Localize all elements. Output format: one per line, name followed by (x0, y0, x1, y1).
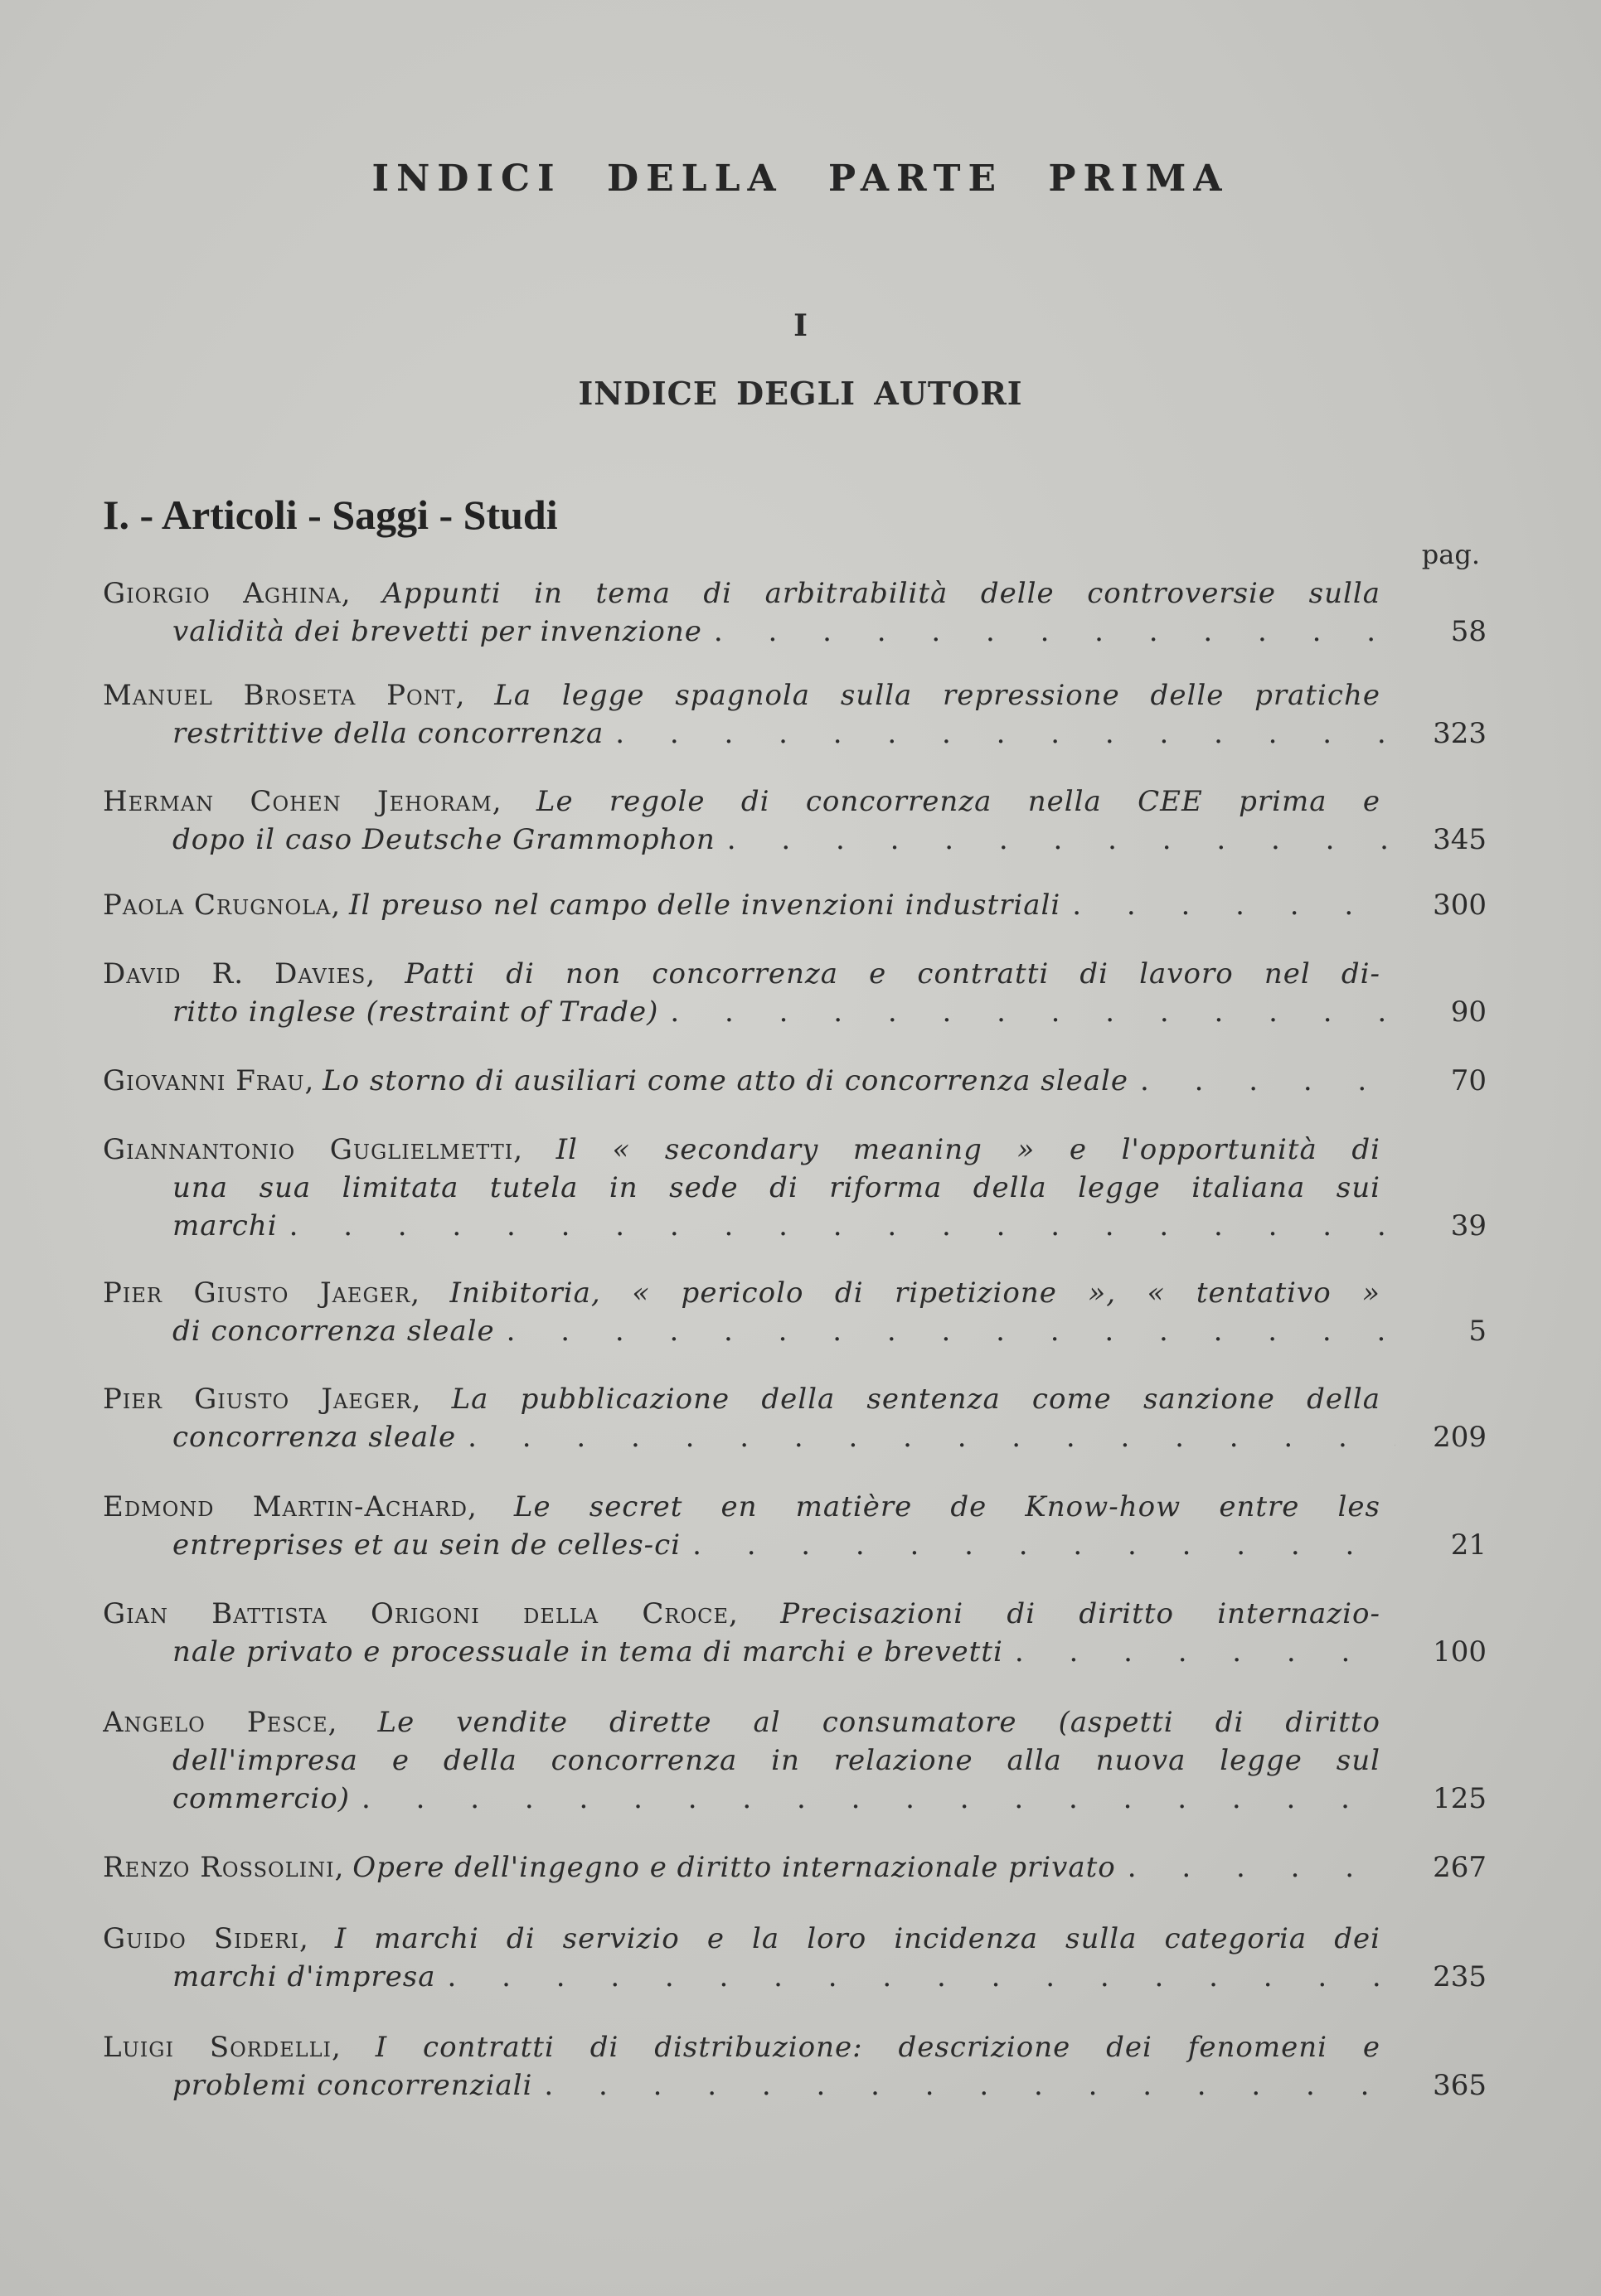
index-entry (103, 676, 1487, 753)
entry-author: Giovanni Frau (103, 1064, 305, 1097)
entry-page-number: 90 (1450, 995, 1487, 1029)
entry-author: David R. Davies (103, 957, 366, 991)
entry-author: Luigi Sordelli (103, 2031, 332, 2064)
index-entry (103, 2028, 1487, 2105)
dot-leader (1060, 886, 1395, 924)
entry-title-line: validità dei brevetti per invenzione (172, 615, 702, 648)
dot-leader (350, 1780, 1395, 1818)
entry-line (103, 821, 1487, 859)
entry-line: Pier Giusto Jaeger, Inibitoria, « pericolo di ripetizione », « tentativo » (103, 1276, 1380, 1310)
entry-title-line: La pubblicazione della sentenza come sanzione della (451, 1383, 1380, 1416)
entry-page-number: 323 (1433, 717, 1487, 750)
entry-title-line: Precisazioni di diritto internazio- (780, 1597, 1380, 1630)
entry-page-number: 5 (1468, 1315, 1487, 1348)
entry-title-line: marchi d'impresa (172, 1960, 436, 1993)
entry-line: Luigi Sordelli, I contratti di distribuzione: descrizione dei fenomeni e (103, 2031, 1380, 2064)
section-title: INDICE DEGLI AUTORI (578, 375, 1023, 412)
entry-page-number: 235 (1433, 1960, 1487, 1993)
entry-line: Paola Crugnola, Il preuso nel campo delle invenzioni industriali . . . 300 (103, 886, 1487, 924)
entry-title-line: Opere dell'ingegno e diritto internazionale privato (352, 1851, 1116, 1884)
dot-leader (716, 821, 1395, 859)
entry-page-number: 300 (1433, 889, 1487, 922)
index-entry (103, 1062, 1487, 1100)
entry-title-line: I marchi di servizio e la loro incidenza sulla categoria dei (334, 1922, 1380, 1955)
entry-title-line: Il « secondary meaning » e l'opportunità di (555, 1133, 1380, 1166)
entry-title-line: di concorrenza sleale (172, 1315, 495, 1348)
entry-page-number: 58 (1450, 615, 1487, 648)
index-entry (103, 1274, 1487, 1350)
entry-author: Pier Giusto Jaeger (103, 1276, 411, 1310)
entry-title-line: Lo storno di ausiliari come atto di concorrenza sleale (323, 1064, 1128, 1097)
entry-line: Giorgio Aghina, Appunti in tema di arbitrabilità delle controversie sulla (103, 577, 1380, 610)
entry-title-line: Le vendite dirette al consumatore (aspetti di diritto (377, 1706, 1380, 1739)
entry-title-line: Patti di non concorrenza e contratti di lavoro nel di- (405, 957, 1380, 991)
entry-author: Manuel Broseta Pont (103, 679, 456, 712)
entry-line: Angelo Pesce, Le vendite dirette al consumatore (aspetti di diritto (103, 1706, 1380, 1739)
entry-page-number: 39 (1450, 1209, 1487, 1242)
index-entry (103, 955, 1487, 1031)
entry-title-line: una sua limitata tutela in sede di riforma della legge italiana sui (172, 1171, 1380, 1204)
index-entry (103, 1703, 1487, 1818)
entry-line (103, 1418, 1487, 1456)
dot-leader (702, 613, 1395, 651)
index-entry (103, 1595, 1487, 1671)
entry-page-number: 345 (1433, 823, 1487, 856)
entry-title-line: entreprises et au sein de celles-ci (172, 1528, 682, 1562)
index-entry (103, 782, 1487, 859)
entry-line: Herman Cohen Jehoram, Le regole di concorrenza nella CEE prima e (103, 785, 1380, 818)
entry-line (103, 2066, 1487, 2105)
entry-author: Giorgio Aghina (103, 577, 342, 610)
entry-line: Renzo Rossolini, Opere dell'ingegno e diritto internazionale privato . . . 267 (103, 1848, 1487, 1887)
entry-line (103, 1169, 1380, 1207)
entry-author: Giannantonio Guglielmetti (103, 1133, 514, 1166)
entry-title-line: restrittive della concorrenza (172, 717, 604, 750)
entry-title-line: Le regole di concorrenza nella CEE prima e (536, 785, 1380, 818)
index-entry (103, 574, 1487, 651)
entry-page-number: 100 (1433, 1635, 1487, 1669)
index-entry (103, 1848, 1487, 1887)
dot-leader (658, 993, 1395, 1031)
entry-line: Guido Sideri, I marchi di servizio e la loro incidenza sulla categoria dei (103, 1922, 1380, 1955)
entry-title-line: dopo il caso Deutsche Grammophon (172, 823, 716, 856)
entry-line (103, 714, 1487, 753)
entry-line (103, 1741, 1380, 1780)
entry-title-line: Inibitoria, « pericolo di ripetizione », « tentativo » (449, 1276, 1380, 1310)
dot-leader (1003, 1633, 1395, 1671)
page-column-label: pag. (1421, 539, 1480, 570)
dot-leader (435, 1958, 1395, 1996)
entry-title-line: problemi concorrenziali (172, 2069, 533, 2102)
entry-title-line: Appunti in tema di arbitrabilità delle controversie sulla (382, 577, 1380, 610)
dot-leader (681, 1526, 1395, 1564)
entry-page-number: 209 (1433, 1421, 1487, 1454)
entry-page-number: 70 (1450, 1064, 1487, 1097)
entry-line (103, 1312, 1487, 1350)
entry-page-number: 267 (1433, 1851, 1487, 1884)
index-entry (103, 1920, 1487, 1996)
entry-author: Angelo Pesce (103, 1706, 328, 1739)
section-number: I (793, 308, 808, 343)
entry-author: Gian Battista Origoni della Croce (103, 1597, 730, 1630)
entry-line (103, 613, 1487, 651)
entry-page-number: 21 (1450, 1528, 1487, 1562)
subsection-title: I. - Articoli - Saggi - Studi (103, 492, 558, 538)
entry-title-line: nale privato e processuale in tema di marchi e brevetti (172, 1635, 1003, 1669)
entry-author: Renzo Rossolini (103, 1851, 335, 1884)
entry-line: Gian Battista Origoni della Croce, Precisazioni di diritto internazio- (103, 1597, 1380, 1630)
entry-author: Guido Sideri (103, 1922, 299, 1955)
page-title: INDICI DELLA PARTE PRIMA (371, 157, 1230, 200)
entry-line (103, 1526, 1487, 1564)
dot-leader (495, 1312, 1395, 1350)
entry-line: Giovanni Frau, Lo storno di ausiliari come atto di concorrenza sleale . . . 70 (103, 1062, 1487, 1100)
index-entry (103, 1488, 1487, 1564)
entry-line: David R. Davies, Patti di non concorrenza e contratti di lavoro nel di- (103, 957, 1380, 991)
entry-title-line: Il preuso nel campo delle invenzioni industriali (349, 889, 1061, 922)
entry-author: Edmond Martin-Achard (103, 1490, 468, 1523)
entry-author: Pier Giusto Jaeger (103, 1383, 412, 1416)
entry-line (103, 1633, 1487, 1671)
entry-line (103, 1780, 1487, 1818)
entry-line: Giannantonio Guglielmetti, Il « secondary meaning » e l'opportunità di (103, 1133, 1380, 1166)
entry-line: Manuel Broseta Pont, La legge spagnola sulla repressione delle pratiche (103, 679, 1380, 712)
entry-author: Herman Cohen Jehoram (103, 785, 492, 818)
index-entry (103, 886, 1487, 924)
dot-leader (1128, 1062, 1395, 1100)
dot-leader (532, 2066, 1395, 2105)
entry-author: Paola Crugnola (103, 889, 332, 922)
entry-title-line: concorrenza sleale (172, 1421, 457, 1454)
entry-title-line: I contratti di distribuzione: descrizione dei fenomeni e (375, 2031, 1380, 2064)
entry-title-line: Le secret en matière de Know-how entre les (513, 1490, 1380, 1523)
entry-line (103, 993, 1487, 1031)
entry-line: Edmond Martin-Achard, Le secret en matière de Know-how entre les (103, 1490, 1380, 1523)
entry-page-number: 125 (1433, 1782, 1487, 1815)
entry-title-line: La legge spagnola sulla repressione delle pratiche (494, 679, 1380, 712)
dot-leader (456, 1418, 1395, 1456)
index-entry (103, 1380, 1487, 1456)
entry-line (103, 1207, 1487, 1245)
dot-leader (604, 714, 1395, 753)
entry-title-line: commercio) (172, 1782, 351, 1815)
dot-leader (278, 1207, 1395, 1245)
entry-title-line: ritto inglese (restraint of Trade) (172, 995, 659, 1029)
dot-leader (1116, 1848, 1395, 1887)
entry-title-line: dell'impresa e della concorrenza in relazione alla nuova legge sul (172, 1744, 1380, 1777)
entry-page-number: 365 (1433, 2069, 1487, 2102)
entry-line: Pier Giusto Jaeger, La pubblicazione della sentenza come sanzione della (103, 1383, 1380, 1416)
entry-title-line: marchi (172, 1209, 278, 1242)
entry-line (103, 1958, 1487, 1996)
index-entry (103, 1131, 1487, 1245)
